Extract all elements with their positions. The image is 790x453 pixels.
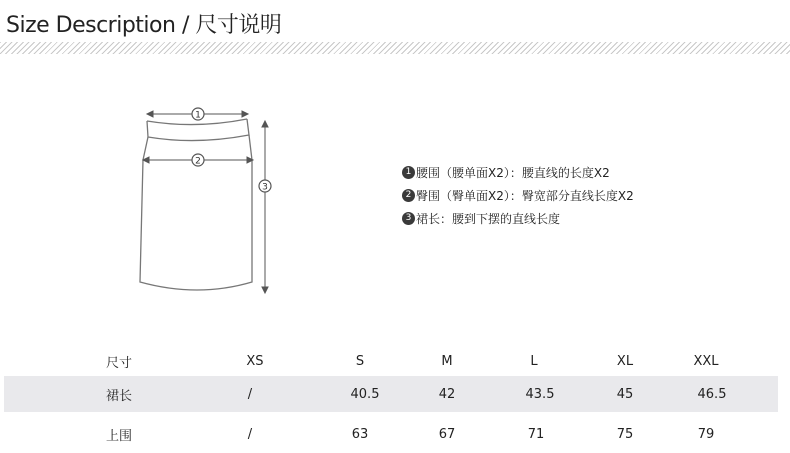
table-row [4, 376, 778, 412]
legend-text: 腰围（腰单面X2）：腰直线的长度X2 [416, 166, 610, 180]
table-cell: 79 [697, 426, 715, 442]
row-label: 裙长 [106, 388, 133, 404]
legend-text: 臀围（臀单面X2）：臀宽部分直线长度X2 [416, 189, 634, 203]
legend-item-hip [402, 184, 634, 207]
header-cell-xxl: XXL [693, 353, 719, 369]
legend-number: 3 [402, 212, 415, 225]
table-cell: / [247, 386, 253, 402]
marker-1 [192, 108, 204, 121]
table-cell: 40.5 [350, 386, 380, 402]
skirt-outline [140, 119, 252, 290]
table-cell: 67 [438, 426, 456, 442]
table-cell: / [247, 426, 253, 442]
table-cell: 43.5 [525, 386, 555, 402]
svg-text:1: 1 [195, 110, 201, 121]
marker-2 [192, 154, 204, 167]
legend-number: 2 [402, 189, 415, 202]
header-cell-s: S [355, 353, 365, 369]
header-cell-l: L [530, 353, 538, 369]
table-cell: 75 [616, 426, 634, 442]
legend-number: 1 [402, 166, 415, 179]
header-cell-size: 尺寸 [106, 355, 133, 371]
page-title: Size Description / 尺寸说明 [6, 13, 282, 38]
header-cell-xs: XS [246, 353, 264, 369]
table-cell: 45 [616, 386, 634, 402]
size-table-header [4, 346, 778, 376]
table-row [4, 416, 778, 452]
legend-text: 裙长：腰到下摆的直线长度 [416, 212, 561, 226]
table-cell: 63 [351, 426, 369, 442]
table-cell: 46.5 [697, 386, 727, 402]
row-label: 上围 [106, 428, 133, 444]
svg-text:2: 2 [195, 156, 201, 167]
measurement-legend [402, 161, 634, 230]
svg-text:3: 3 [262, 182, 268, 193]
legend-item-length [402, 207, 634, 230]
legend-item-waist [402, 161, 634, 184]
header-cell-xl: XL [616, 353, 634, 369]
marker-3 [259, 180, 271, 193]
table-cell: 42 [438, 386, 456, 402]
table-cell: 71 [527, 426, 545, 442]
header-cell-m: M [441, 353, 453, 369]
length-measure-arrow [262, 121, 268, 293]
